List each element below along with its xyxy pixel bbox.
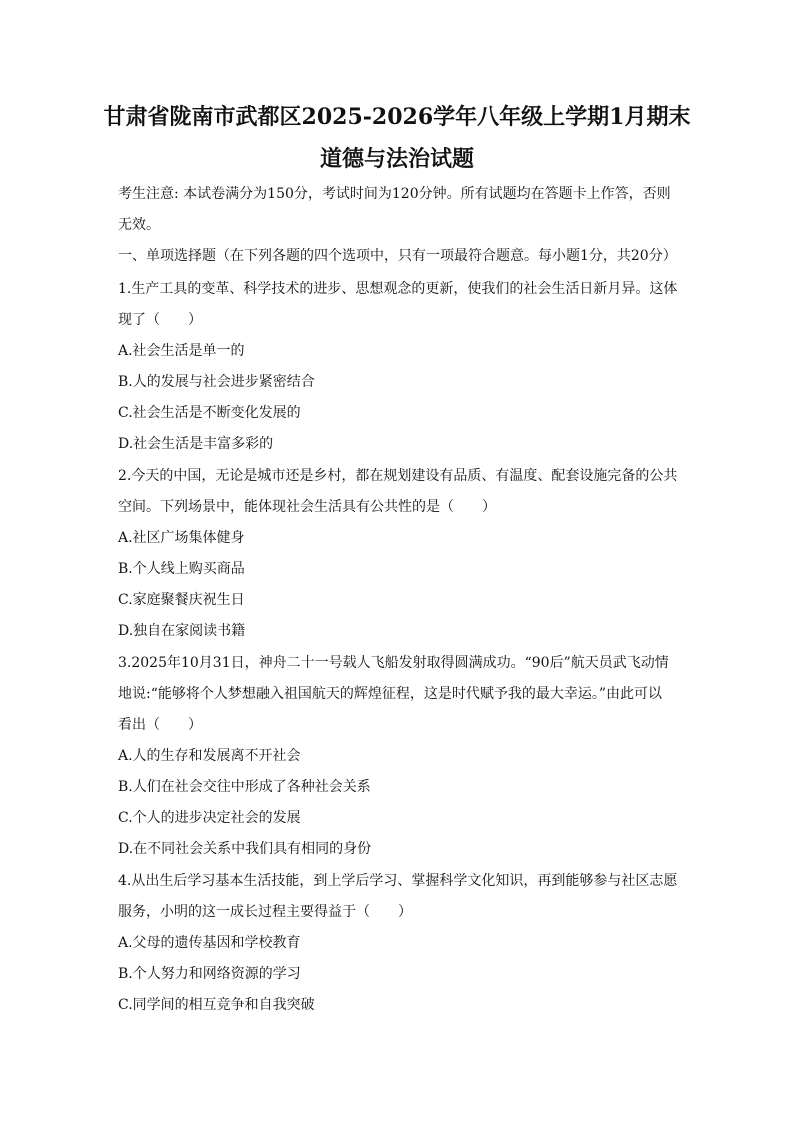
question-stem: 服务，小明的这一成长过程主要得益于（ ） <box>118 904 412 920</box>
answer-option: B.人们在社会交往中形成了各种社会关系 <box>118 779 371 795</box>
question-stem: 看出（ ） <box>118 717 202 733</box>
question-stem: 4.从出生后学习基本生活技能，到上学后学习、掌握科学文化知识，再到能够参与社区志愿 <box>118 873 678 889</box>
exam-subtitle: 道德与法治试题 <box>319 146 474 172</box>
answer-option: A.社会生活是单一的 <box>118 343 245 359</box>
notice-line: 无效。 <box>118 217 160 233</box>
answer-option: D.社会生活是丰富多彩的 <box>118 436 274 452</box>
answer-option: C.社会生活是不断变化发展的 <box>118 405 301 421</box>
answer-option: C.家庭聚餐庆祝生日 <box>118 592 245 608</box>
answer-option: A.人的生存和发展离不开社会 <box>118 748 301 764</box>
section-heading: 一、单项选择题（在下列各题的四个选项中，只有一项最符合题意。每小题1分，共20分） <box>118 248 677 264</box>
question-stem: 1.生产工具的变革、科学技术的进步、思想观念的更新，使我们的社会生活日新月异。这体 <box>118 281 678 297</box>
answer-option: D.在不同社会关系中我们具有相同的身份 <box>118 841 372 857</box>
answer-option: C.个人的进步决定社会的发展 <box>118 810 301 826</box>
answer-option: A.父母的遗传基因和学校教育 <box>118 935 301 951</box>
question-stem: 2.今天的中国，无论是城市还是乡村，都在规划建设有品质、有温度、配套设施完备的公共 <box>118 468 678 484</box>
answer-option: B.个人努力和网络资源的学习 <box>118 966 301 982</box>
answer-option: B.个人线上购买商品 <box>118 561 245 577</box>
question-stem: 3.2025年10月31日，神舟二十一号载人飞船发射取得圆满成功。“90后”航天员武飞动情 <box>118 655 669 671</box>
question-stem: 空间。下列场景中，能体现社会生活具有公共性的是（ ） <box>118 499 496 515</box>
answer-option: A.社区广场集体健身 <box>118 530 245 546</box>
answer-option: B.人的发展与社会进步紧密结合 <box>118 374 315 390</box>
exam-title: 甘肃省陇南市武都区2025-2026学年八年级上学期1月期末 <box>103 104 691 130</box>
question-stem: 现了（ ） <box>118 312 202 328</box>
answer-option: D.独自在家阅读书籍 <box>118 623 246 639</box>
answer-option: C.同学间的相互竞争和自我突破 <box>118 997 315 1013</box>
question-stem: 地说:“能够将个人梦想融入祖国航天的辉煌征程，这是时代赋予我的最大幸运。”由此可以 <box>118 686 663 702</box>
notice-line: 考生注意: 本试卷满分为150分，考试时间为120分钟。所有试题均在答题卡上作答，否则 <box>118 186 671 202</box>
